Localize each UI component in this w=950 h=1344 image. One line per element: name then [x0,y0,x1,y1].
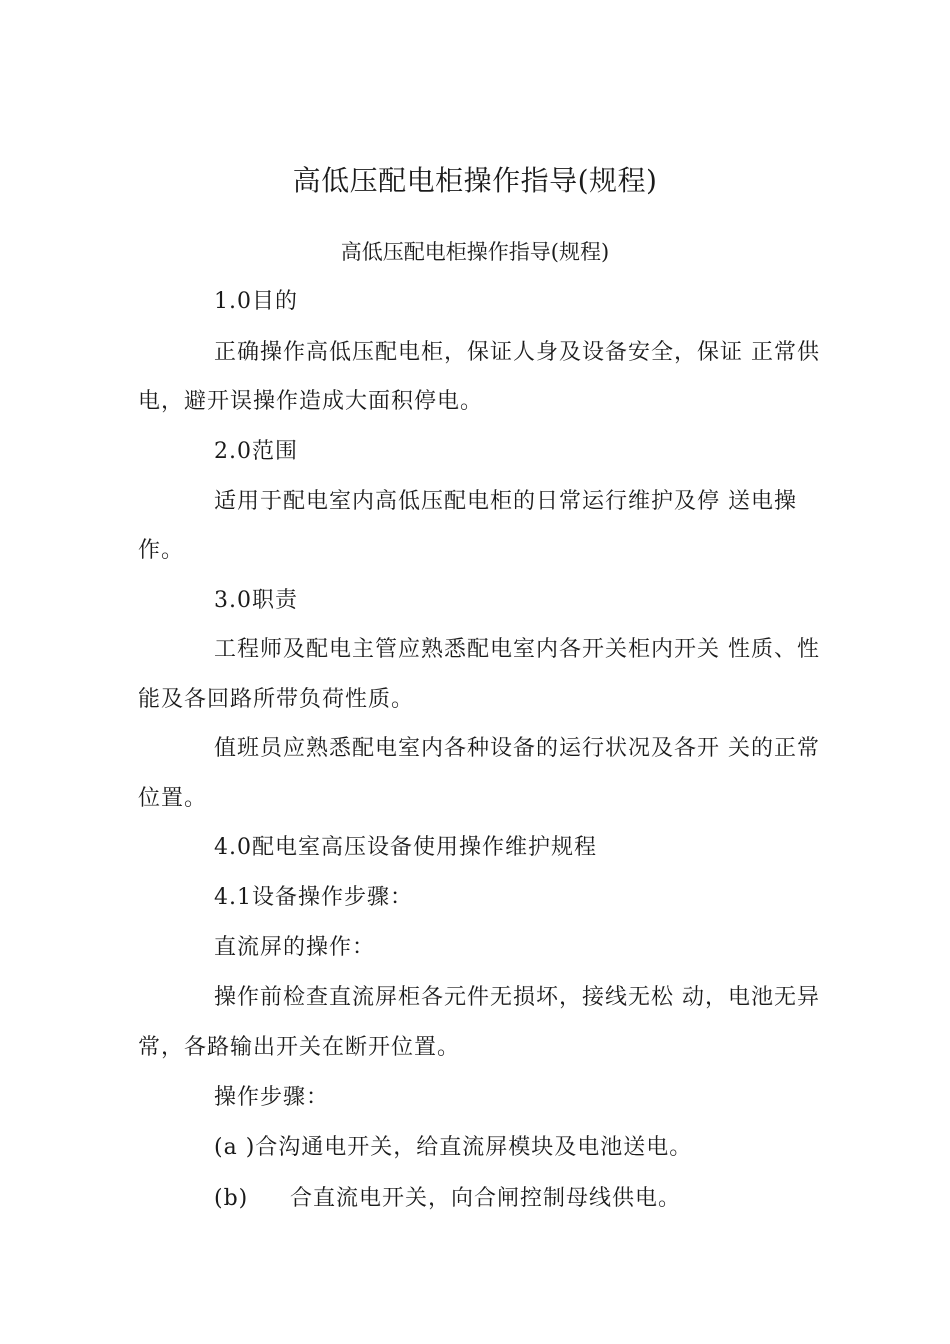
section-3-heading: 3.0职责 [214,588,298,613]
section-2-heading: 2.0范围 [214,439,298,464]
section-1-heading: 1.0目的 [214,289,298,314]
section-2-paragraph-line-2: 作。 [138,538,185,563]
section-4-heading: 4.0配电室高压设备使用操作维护规程 [214,835,597,860]
step-b-text: 合直流电开关，向合闸控制母线供电。 [290,1186,682,1211]
section-4-1-heading: 4.1设备操作步骤： [214,885,413,910]
dc-panel-heading: 直流屏的操作： [214,935,376,960]
section-3-paragraph-2-line-2: 位置。 [138,786,208,811]
step-a: (a )合沟通电开关，给直流屏模块及电池送电。 [214,1135,693,1160]
section-1-paragraph-line-2: 电，避开误操作造成大面积停电。 [138,389,484,414]
section-3-paragraph-1-line-2: 能及各回路所带负荷性质。 [138,687,415,712]
section-3-paragraph-2-line-1: 值班员应熟悉配电室内各种设备的运行状况及各开 关的正常 [214,736,820,761]
section-2-paragraph-line-1: 适用于配电室内高低压配电柜的日常运行维护及停 送电操 [214,489,797,514]
document-subtitle: 高低压配电柜操作指导(规程) [340,240,610,264]
document-title: 高低压配电柜操作指导(规程) [292,164,658,197]
section-1-paragraph-line-1: 正确操作高低压配电柜，保证人身及设备安全，保证 正常供 [214,340,820,365]
section-3-paragraph-1-line-1: 工程师及配电主管应熟悉配电室内各开关柜内开关 性质、性 [214,637,820,662]
dc-panel-check-line-1: 操作前检查直流屏柜各元件无损坏，接线无松 动，电池无异 [214,985,820,1010]
steps-heading: 操作步骤： [214,1085,330,1110]
step-b-label: (b) [214,1186,249,1211]
dc-panel-check-line-2: 常，各路输出开关在断开位置。 [138,1035,461,1060]
